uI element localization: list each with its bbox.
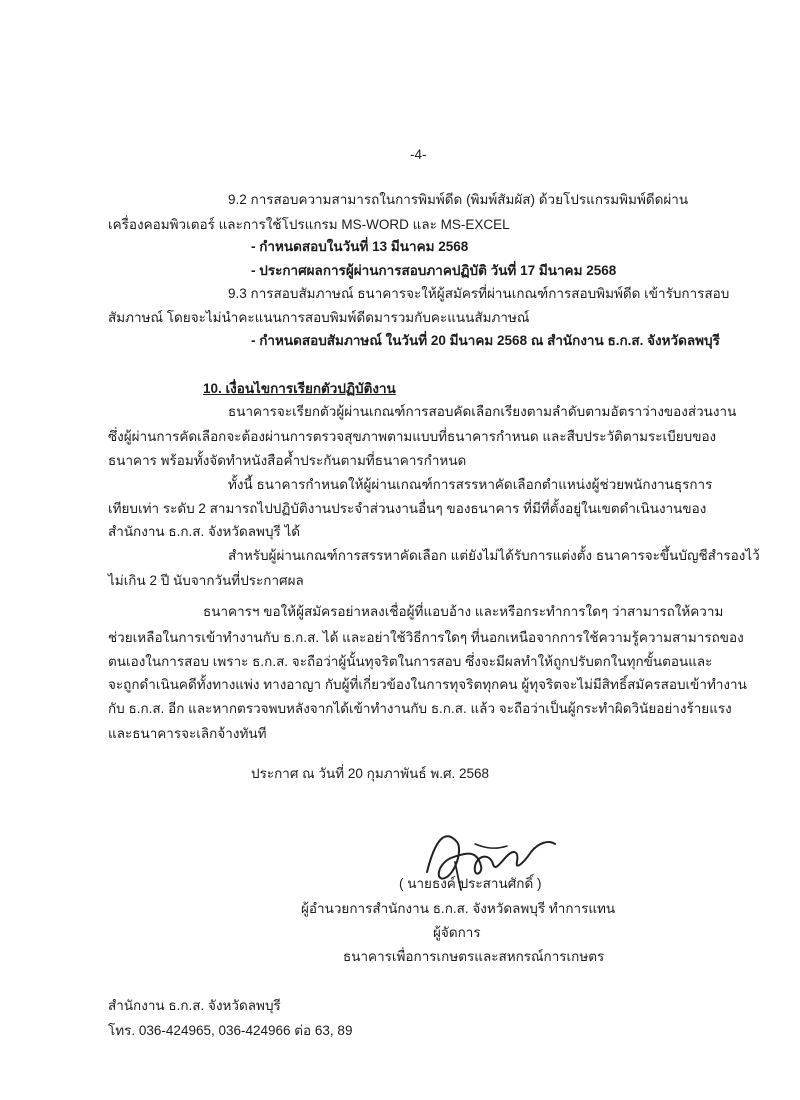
section-10-p1-line-3: ธนาคาร พร้อมทั้งจัดทำหนังสือค้ำประกันตามที่ธนาคารกำหนด — [108, 453, 467, 468]
announce-date: ประกาศ ณ วันที่ 20 กุมภาพันธ์ พ.ศ. 2568 — [251, 766, 490, 781]
section-10-p2-line-2: เทียบเท่า ระดับ 2 สามารถไปปฏิบัติงานประจำส่วนงานอื่นๆ ของธนาคาร ที่มีที่ตั้งอยู่ในเขตดำเนินงานของ — [108, 501, 707, 516]
warning-line-2: ช่วยเหลือในการเข้าทำงานกับ ธ.ก.ส. ได้ และอย่าใช้วิธีการใดๆ ที่นอกเหนือจากการใช้ความรู้ความสามารถของ — [108, 630, 744, 645]
signatory-role: ผู้จัดการ — [433, 925, 481, 940]
section-10-p2-line-3: สำนักงาน ธ.ก.ส. จังหวัดลพบุรี ได้ — [108, 524, 301, 539]
section-10-p1-line-1: ธนาคารจะเรียกตัวผู้ผ่านเกณฑ์การสอบคัดเลือกเรียงตามลำดับตามอัตราว่างของส่วนงาน — [228, 404, 737, 419]
signatory-position: ผู้อำนวยการสำนักงาน ธ.ก.ส. จังหวัดลพบุรี ทำการแทน — [301, 901, 616, 916]
page-number: -4- — [410, 147, 427, 162]
exam-date: - กำหนดสอบในวันที่ 13 มีนาคม 2568 — [251, 239, 469, 254]
warning-line-5: กับ ธ.ก.ส. อีก และหากตรวจพบหลังจากได้เข้าทำงานกับ ธ.ก.ส. แล้ว จะถือว่าเป็นผู้กระทำผิดวินัยอย่างร้ายแรง — [108, 701, 732, 716]
signatory-organization: ธนาคารเพื่อการเกษตรและสหกรณ์การเกษตร — [343, 949, 605, 964]
section-9-3-line-2: สัมภาษณ์ โดยจะไม่นำคะแนนการสอบพิมพ์ดีดมารวมกับคะแนนสัมภาษณ์ — [108, 310, 530, 325]
footer-phone: โทร. 036-424965, 036-424966 ต่อ 63, 89 — [108, 1023, 353, 1038]
section-9-3-line-1: 9.3 การสอบสัมภาษณ์ ธนาคารจะให้ผู้สมัครที่ผ่านเกณฑ์การสอบพิมพ์ดีด เข้ารับการสอบ — [228, 286, 730, 301]
warning-line-1: ธนาคารฯ ขอให้ผู้สมัครอย่าหลงเชื่อผู้ที่แอบอ้าง และหรือกระทำการใดๆ ว่าสามารถให้ความ — [203, 604, 724, 619]
section-10-p3-line-1: สำหรับผู้ผ่านเกณฑ์การสรรหาคัดเลือก แต่ยังไม่ได้รับการแต่งตั้ง ธนาคารจะขึ้นบัญชีสำรองไว้ — [228, 548, 760, 563]
footer-office: สำนักงาน ธ.ก.ส. จังหวัดลพบุรี — [108, 998, 281, 1013]
section-10-heading: 10. เงื่อนไขการเรียกตัวปฏิบัติงาน — [203, 381, 396, 396]
section-10-p2-line-1: ทั้งนี้ ธนาคารกำหนดให้ผู้ผ่านเกณฑ์การสรรหาคัดเลือกตำแหน่งผู้ช่วยพนักงานธุรการ — [228, 477, 713, 492]
section-10-p1-line-2: ซึ่งผู้ผ่านการคัดเลือกจะต้องผ่านการตรวจสุขภาพตามแบบที่ธนาคารกำหนด และสืบประวัติตามระเบียบของ — [108, 429, 717, 444]
warning-line-6: และธนาคารจะเลิกจ้างทันที — [108, 726, 267, 741]
signatory-name: ( นายธงค์ ประสานศักดิ์ ) — [399, 876, 542, 891]
warning-line-4: จะถูกดำเนินคดีทั้งทางแพ่ง ทางอาญา กับผู้ที่เกี่ยวข้องในการทุจริตทุกคน ผู้ทุจริตจะไม่มีสิทธิ์สมัครสอบเข้าทำงาน — [108, 677, 747, 692]
section-10-p3-line-2: ไม่เกิน 2 ปี นับจากวันที่ประกาศผล — [108, 573, 304, 588]
warning-line-3: ตนเองในการสอบ เพราะ ธ.ก.ส. จะถือว่าผู้นั้นทุจริตในการสอบ ซึ่งจะมีผลทำให้ถูกปรับตกในทุกขั้นตอนและ — [108, 654, 713, 669]
section-9-2-line-2: เครื่องคอมพิวเตอร์ และการใช้โปรแกรม MS-WORD และ MS-EXCEL — [108, 217, 510, 232]
practical-result-date: - ประกาศผลการผู้ผ่านการสอบภาคปฏิบัติ วันที่ 17 มีนาคม 2568 — [251, 263, 617, 278]
interview-date: - กำหนดสอบสัมภาษณ์ ในวันที่ 20 มีนาคม 2568 ณ สำนักงาน ธ.ก.ส. จังหวัดลพบุรี — [251, 333, 720, 348]
section-9-2-line-1: 9.2 การสอบความสามารถในการพิมพ์ดีด (พิมพ์สัมผัส) ด้วยโปรแกรมพิมพ์ดีดผ่าน — [228, 192, 689, 207]
